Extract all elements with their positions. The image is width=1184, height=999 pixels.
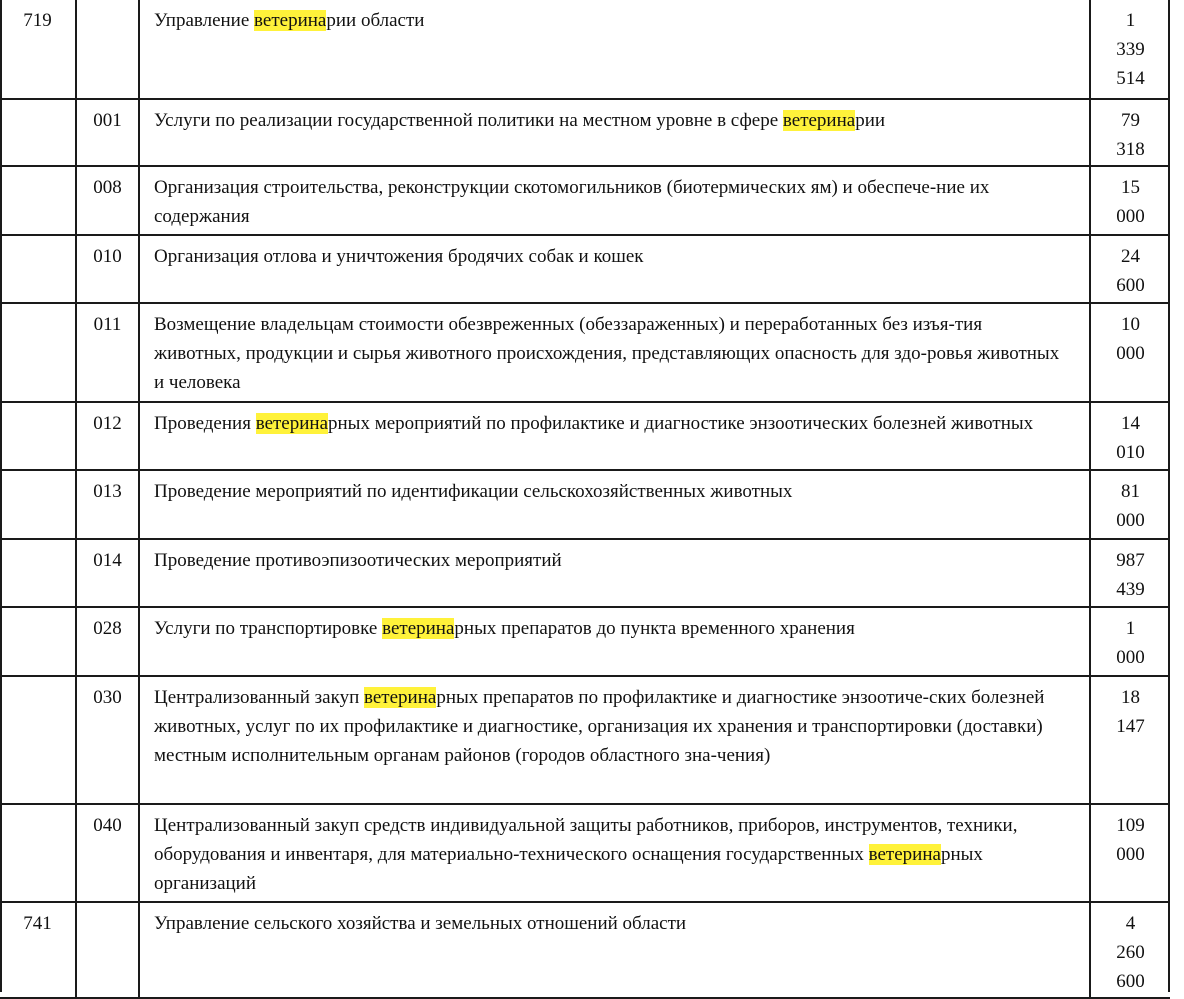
program-code: 030 (76, 676, 139, 804)
amount (1090, 303, 1170, 402)
administrator-code (0, 804, 76, 902)
program-name (139, 166, 1090, 235)
amount (1090, 539, 1170, 607)
program-name (139, 402, 1090, 470)
amount-line: 1 (1125, 618, 1136, 639)
administrator-code (0, 235, 76, 303)
amount-line: 339 (1116, 39, 1145, 60)
program-code: 013 (76, 470, 139, 539)
amount-line: 1 (1125, 10, 1136, 31)
program-name (139, 804, 1090, 902)
search-highlight: ветерина (782, 110, 856, 131)
program-code: 028 (76, 607, 139, 676)
name-text: рии области (326, 10, 425, 31)
amount-line: 000 (1116, 647, 1145, 668)
program-code: 014 (76, 539, 139, 607)
amount-line: 14 (1121, 413, 1140, 434)
program-code (76, 902, 139, 998)
administrator-code (0, 539, 76, 607)
amount-line: 81 (1121, 481, 1140, 502)
amount (1090, 235, 1170, 303)
program-name (139, 0, 1090, 99)
search-highlight: ветерина (255, 413, 329, 434)
name-text: рных организаций (154, 844, 983, 894)
search-highlight: ветерина (382, 618, 455, 639)
amount-line: 010 (1116, 442, 1145, 463)
search-highlight: ветерина (364, 687, 437, 708)
program-code: 010 (76, 235, 139, 303)
name-text: Возмещение владельцам стоимости обезвреженных (обеззараженных) и переработанных без изъя-тия животных, продукции и сырья животного происхождения, представляющих опасность для здо-ровья животных и человека (154, 314, 1060, 393)
amount (1090, 99, 1170, 166)
search-highlight: ветерина (254, 10, 327, 31)
name-text: Услуги по транспортировке (154, 618, 383, 639)
program-code (76, 0, 139, 99)
program-code: 001 (76, 99, 139, 166)
program-name (139, 470, 1090, 539)
program-name (139, 235, 1090, 303)
administrator-code (0, 402, 76, 470)
amount-line: 514 (1116, 68, 1145, 89)
name-text: Проведение мероприятий по идентификации сельскохозяйственных животных (154, 481, 793, 502)
amount-line: 000 (1116, 343, 1145, 364)
table-row (0, 99, 1170, 166)
amount (1090, 607, 1170, 676)
table-row (0, 166, 1170, 235)
table-row (0, 902, 1170, 998)
amount-line: 318 (1116, 139, 1145, 160)
program-code: 040 (76, 804, 139, 902)
administrator-code (0, 470, 76, 539)
program-code: 011 (76, 303, 139, 402)
administrator-code: 741 (0, 902, 76, 998)
name-text: Организация отлова и уничтожения бродячих собак и кошек (154, 246, 644, 267)
administrator-code (0, 303, 76, 402)
table-row (0, 402, 1170, 470)
administrator-code (0, 166, 76, 235)
amount-line: 260 (1116, 942, 1145, 963)
program-name (139, 676, 1090, 804)
name-text: Централизованный закуп средств индивидуальной защиты работников, приборов, инструментов, техники, оборудования и инвентаря, для материально-технического оснащения государственных (154, 815, 1018, 865)
table-row (0, 0, 1170, 99)
amount-line: 109 (1116, 815, 1145, 836)
amount (1090, 166, 1170, 235)
table-row (0, 607, 1170, 676)
table-row (0, 235, 1170, 303)
amount (1090, 902, 1170, 998)
table-row (0, 804, 1170, 902)
name-text: Организация строительства, реконструкции скотомогильников (биотермических ям) и обеспече-ние их содержания (154, 177, 990, 227)
amount-line: 15 (1121, 177, 1140, 198)
amount (1090, 402, 1170, 470)
program-name (139, 607, 1090, 676)
administrator-code (0, 676, 76, 804)
amount-line: 18 (1121, 687, 1140, 708)
amount-line: 600 (1116, 275, 1145, 296)
administrator-code: 719 (0, 0, 76, 99)
amount (1090, 676, 1170, 804)
program-name (139, 303, 1090, 402)
amount (1090, 0, 1170, 99)
program-name (139, 99, 1090, 166)
search-highlight: ветерина (868, 844, 941, 865)
amount-line: 439 (1116, 579, 1145, 600)
table-row (0, 303, 1170, 402)
table-row (0, 539, 1170, 607)
amount-line: 10 (1121, 314, 1140, 335)
name-text: Услуги по реализации государственной политики на местном уровне в сфере (154, 110, 783, 131)
administrator-code (0, 99, 76, 166)
amount-line: 000 (1116, 844, 1145, 865)
table-row (0, 676, 1170, 804)
program-name (139, 902, 1090, 998)
amount (1090, 470, 1170, 539)
amount-line: 24 (1121, 246, 1140, 267)
table-right-edge (1168, 0, 1170, 992)
amount-line: 987 (1116, 550, 1145, 571)
name-text: рных препаратов до пункта временного хранения (454, 618, 855, 639)
administrator-code (0, 607, 76, 676)
amount-line: 4 (1125, 913, 1136, 934)
amount-line: 147 (1116, 716, 1145, 737)
amount-line: 000 (1116, 206, 1145, 227)
name-text: рных препаратов по профилактике и диагностике энзоотиче-ских болезней животных, услуг по их профилактике и диагностике, организация их хранения и транспортировки (доставки) местным исполнительным органам районов (городов областного зна-чения) (154, 687, 1045, 766)
amount-line: 79 (1121, 110, 1140, 131)
name-text: Управление сельского хозяйства и земельных отношений области (154, 913, 687, 934)
program-code: 008 (76, 166, 139, 235)
table-row (0, 470, 1170, 539)
name-text: рии (855, 110, 886, 131)
name-text: Централизованный закуп (154, 687, 364, 708)
name-text: рных мероприятий по профилактике и диагностике энзоотических болезней животных (328, 413, 1034, 434)
program-code: 012 (76, 402, 139, 470)
name-text: Проведения (154, 413, 256, 434)
amount-line: 600 (1116, 971, 1145, 992)
amount (1090, 804, 1170, 902)
name-text: Управление (154, 10, 255, 31)
program-name (139, 539, 1090, 607)
amount-line: 000 (1116, 510, 1145, 531)
name-text: Проведение противоэпизоотических мероприятий (154, 550, 562, 571)
